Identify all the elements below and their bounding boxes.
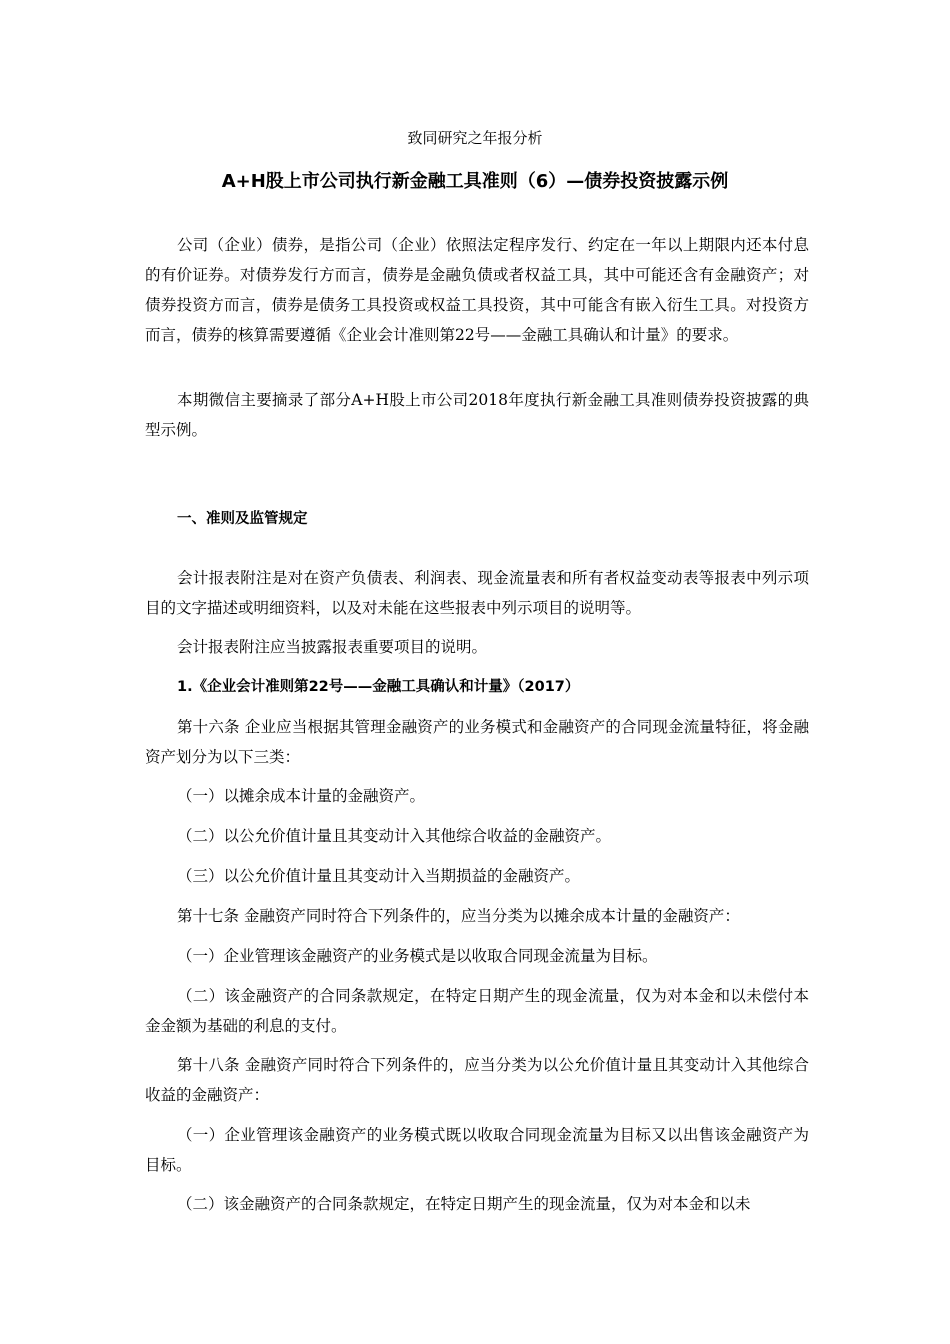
article-16-item-3: （三）以公允价值计量且其变动计入当期损益的金融资产。	[177, 867, 581, 885]
article-18: 第十八条 金融资产同时符合下列条件的，应当分类为以公允价值计量且其变动计入其他综合收益的金融资产：	[145, 1056, 809, 1104]
article-17-item-2: （二）该金融资产的合同条款规定，在特定日期产生的现金流量，仅为对本金和以未偿付本金金额为基础的利息的支付。	[145, 987, 809, 1035]
article-16-item-1: （一）以摊余成本计量的金融资产。	[177, 787, 426, 805]
article-title: A+H股上市公司执行新金融工具准则（6）—债券投资披露示例	[221, 171, 729, 192]
sub-heading-cas22: 1.《企业会计准则第22号——金融工具确认和计量》（2017）	[177, 679, 580, 695]
section1-paragraph-2: 会计报表附注应当披露报表重要项目的说明。	[177, 638, 488, 656]
article-18-item-2: （二）该金融资产的合同条款规定，在特定日期产生的现金流量，仅为对本金和以未	[177, 1195, 751, 1213]
section1-paragraph-1: 会计报表附注是对在资产负债表、利润表、现金流量表和所有者权益变动表等报表中列示项目的文字描述或明细资料，以及对未能在这些报表中列示项目的说明等。	[145, 569, 809, 617]
article-18-item-1: （一）企业管理该金融资产的业务模式既以收取合同现金流量为目标又以出售该金融资产为目标。	[145, 1126, 809, 1174]
article-17: 第十七条 金融资产同时符合下列条件的，应当分类为以摊余成本计量的金融资产：	[177, 907, 740, 925]
article-17-item-1: （一）企业管理该金融资产的业务模式是以收取合同现金流量为目标。	[177, 947, 658, 965]
article-16: 第十六条 企业应当根据其管理金融资产的业务模式和金融资产的合同现金流量特征，将金融资产划分为以下三类：	[145, 718, 809, 766]
intro-paragraph-1: 公司（企业）债券，是指公司（企业）依照法定程序发行、约定在一年以上期限内还本付息的有价证券。对债券发行方而言，债券是金融负债或者权益工具，其中可能还含有金融资产；对债券投资方而言，债券是债务工具投资或权益工具投资，其中可能含有嵌入衍生工具。对投资方而言，债券的核算需要遵循《企业会计准则第22号——金融工具确认和计量》的要求。	[145, 236, 809, 344]
intro-paragraph-2: 本期微信主要摘录了部分A+H股上市公司2018年度执行新金融工具准则债券投资披露的典型示例。	[145, 391, 809, 439]
article-16-item-2: （二）以公允价值计量且其变动计入其他综合收益的金融资产。	[177, 827, 612, 845]
section-heading-standards: 一、准则及监管规定	[177, 511, 308, 527]
series-subtitle: 致同研究之年报分析	[407, 129, 543, 147]
